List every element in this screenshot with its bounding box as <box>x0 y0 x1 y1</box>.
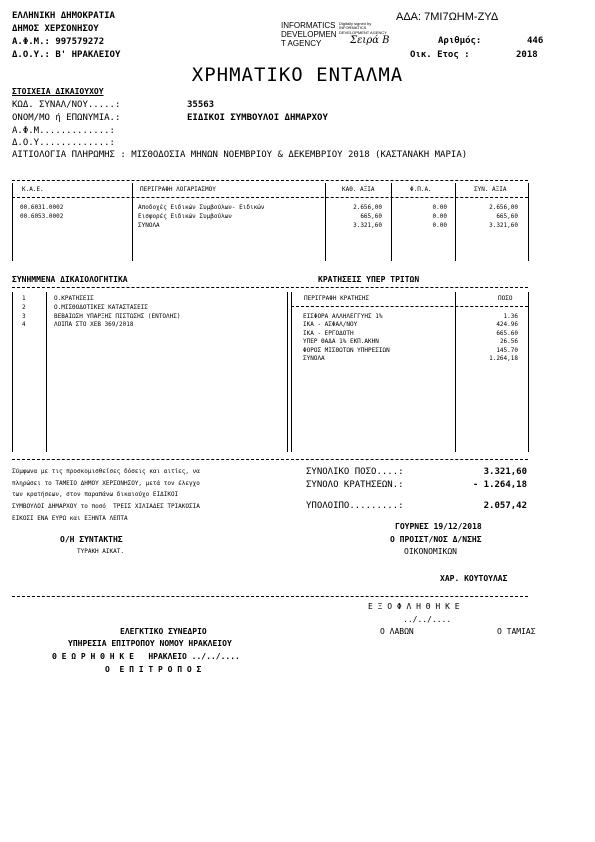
signer-line-1: INFORMATICS <box>281 21 336 30</box>
number-value: 446 <box>527 36 544 46</box>
head-name: ΧΑΡ. ΚΟΥΤΟΥΛΑΣ <box>440 574 508 583</box>
receiver-label: Ο ΛΑΒΩΝ <box>380 627 414 636</box>
withholdings-header-rule <box>291 306 528 307</box>
accounts-header-rule <box>12 197 528 198</box>
audit-commissioner: Ο Ε Π Ι Τ Ρ Ο Π Ο Σ <box>105 665 202 674</box>
payee-name-label: ΟΝΟΜ/ΜΟ ή ΕΠΩΝΥΜΙΑ.: <box>12 113 121 123</box>
paid-date: ../../.... <box>403 615 452 624</box>
accounts-col-line <box>12 183 13 261</box>
docs-col-line <box>287 292 288 452</box>
account-description: Αποδοχές Ειδικών Συμβούλων- Ειδικών <box>138 204 265 211</box>
head-title: Ο ΠΡΟΙΣΤ/ΝΟΣ Δ/ΝΣΗΣ <box>390 535 482 544</box>
attachment-item: ΒΕΒΑΙΩΣΗ ΥΠΑΡΞΗΣ ΠΙΣΤΩΣΗΣ (ΕΝΤΟΛΗΣ) <box>54 313 181 320</box>
attachment-number: 3 <box>22 313 26 320</box>
account-vat: 0.00 <box>432 204 447 211</box>
accounts-totals-vat: 0.00 <box>432 222 447 229</box>
account-vat: 0.00 <box>432 213 447 220</box>
withholding-description: ΙΚΑ - ΑΣΦΑΛ/ΝΟΥ <box>303 321 358 328</box>
accounts-totals-label: ΣΥΝΟΛΑ <box>138 222 160 229</box>
account-kae: 00.6031.0002 <box>20 204 64 211</box>
signer-line-2: DEVELOPMEN <box>281 30 337 39</box>
gross-total-value: 3.321,60 <box>483 467 527 477</box>
withholding-amount: 26.56 <box>499 338 518 345</box>
fiscal-year-value: 2018 <box>516 50 538 60</box>
withholding-amount: 665.60 <box>496 330 518 337</box>
attachment-number: 4 <box>22 321 26 328</box>
accounts-totals-net: 3.321,60 <box>353 222 382 229</box>
withholding-amount: 145.70 <box>496 347 518 354</box>
col-header-kae: Κ.Α.Ε. <box>22 186 44 193</box>
docs-col-line <box>291 292 292 452</box>
deductions-label: ΣΥΝΟΛΟ ΚΡΑΤΗΣΕΩΝ.: <box>306 480 404 490</box>
series-label: Σειρά Β <box>350 35 390 46</box>
payment-reason: ΑΙΤΙΟΛΟΓΙΑ ΠΛΗΡΩΜΗΣ : ΜΙΣΘΟΔΟΣΙΑ ΜΗΝΩΝ ΝΟΕΜΒΡΙΟΥ & ΔΕΚΕΜΒΡΙΟΥ 2018 (ΚΑΣΤΑΝΑΚΗ ΜΑΡΙΑ) <box>12 150 468 160</box>
attachment-item: ΛΟΙΠΑ ΣΤΟ ΧΕΒ 369/2018 <box>54 321 134 328</box>
place-date: ΓΟΥΡΝΕΣ 19/12/2018 <box>395 522 482 531</box>
number-label: Αριθμός: <box>438 36 482 46</box>
accounts-col-line <box>455 183 456 261</box>
payee-name-value: ΕΙΔΙΚΟΙ ΣΥΜΒΟΥΛΟΙ ΔΗΜΑΡΧΟΥ <box>187 113 328 123</box>
net-amount-value: 2.057,42 <box>483 501 527 511</box>
account-net: 665,60 <box>360 213 382 220</box>
composer-title: Ο/Η ΣΥΝΤΑΚΤΗΣ <box>60 535 123 544</box>
org-municipality: ΔΗΜΟΣ ΧΕΡΣΟΝΗΣΟΥ <box>12 24 99 34</box>
account-total: 2.656,00 <box>489 204 518 211</box>
deductions-value: - 1.264,18 <box>472 480 527 490</box>
withholding-description: ΦΟΡΟΣ ΜΙΣΘΩΤΩΝ ΥΠΗΡΕΣΙΩΝ <box>303 347 390 354</box>
signature-rule <box>12 596 528 597</box>
attachment-item: Ο.ΜΙΣΘΟΔΟΤΙΚΕΣ ΚΑΤΑΣΤΑΣΕΙΣ <box>54 304 148 311</box>
accounts-col-line <box>391 183 392 261</box>
col-header-vat: Φ.Π.Α. <box>410 186 432 193</box>
withholdings-col-line <box>455 292 456 452</box>
statement-line: πληρώσει το ΤΑΜΕΙΟ ΔΗΜΟΥ ΧΕΡΣΟΝΗΣΟΥ, μετά τον έλεγχο <box>12 480 200 487</box>
attachments-title: ΣΥΝΗΜΜΕΝΑ ΔΙΚΑΙΟΛΟΓΗΤΙΚΑ <box>12 275 128 284</box>
account-description: Εισφορές Ειδικών Συμβούλων <box>138 213 232 220</box>
accounts-totals-total: 3.321,60 <box>489 222 518 229</box>
payee-section-title: ΣΤΟΙΧΕΙΑ ΔΙΚΑΙΟΥΧΟΥ <box>12 87 104 96</box>
org-country: ΕΛΛΗΝΙΚΗ ΔΗΜΟΚΡΑΤΙΑ <box>12 11 115 21</box>
cashier-label: Ο ΤΑΜΙΑΣ <box>497 627 536 636</box>
withholdings-totals-amount: 1.264,18 <box>489 355 518 362</box>
payee-doy-label: Δ.Ο.Υ.............: <box>12 138 115 148</box>
fiscal-year-label: Οικ. Ετος : <box>410 50 470 60</box>
withholdings-title: ΚΡΑΤΗΣΕΙΣ ΥΠΕΡ ΤΡΙΤΩΝ <box>318 275 420 284</box>
lower-top-rule <box>12 287 528 288</box>
head-department: ΟΙΚΟΝΟΜΙΚΩΝ <box>404 547 457 556</box>
org-doy: Δ.Ο.Υ.: Β' ΗΡΑΚΛΕΙΟΥ <box>12 50 121 60</box>
ada-code: ΑΔΑ: 7ΜΙ7ΩΗΜ-ΖΥΔ <box>396 11 499 23</box>
payee-code-label: ΚΩΔ. ΣΥΝΑΛ/ΝΟΥ.....: <box>12 100 121 110</box>
statement-line: Σύμφωνα με τις προσκομισθείσες δόσεις και αιτίες, να <box>12 468 200 475</box>
col-header-total: ΣΥΝ. ΑΞΙΑ <box>474 186 507 193</box>
account-net: 2.656,00 <box>353 204 382 211</box>
withholding-description: ΙΚΑ - ΕΡΓΟΔΟΤΗ <box>303 330 354 337</box>
col-header-net: ΚΑΘ. ΑΞΙΑ <box>342 186 375 193</box>
paid-label: Ε Ξ Ο Φ Λ Η Θ Η Κ Ε <box>368 602 460 611</box>
account-kae: 00.6053.0002 <box>20 213 64 220</box>
payee-afm-label: Α.Φ.Μ.............: <box>12 126 115 136</box>
org-afm: Α.Φ.Μ.: 997579272 <box>12 37 105 47</box>
statement-top-rule <box>12 459 528 460</box>
account-total: 665,60 <box>496 213 518 220</box>
withholdings-col-line <box>528 292 529 452</box>
audit-office: ΥΠΗΡΕΣΙΑ ΕΠΙΤΡΟΠΟΥ ΝΟΜΟΥ ΗΡΑΚΛΕΙΟΥ <box>68 639 232 648</box>
digital-signature-fine-print: Digitally signed by INFORMATICS DEVELOPMENT AGENCY <box>339 21 387 35</box>
statement-line: ΣΥΜΒΟΥΛΟΙ ΔΗΜΑΡΧΟΥ το ποσό ΤΡΕΙΣ ΧΙΛΙΑΔΕΣ ΤΡΙΑΚΟΣΙΑ <box>12 503 200 510</box>
withholding-amount: 424.96 <box>496 321 518 328</box>
gross-total-label: ΣΥΝΟΛΙΚΟ ΠΟΣΟ....: <box>306 467 404 477</box>
signer-line-3: T AGENCY <box>281 39 322 48</box>
statement-line: των κρατήσεων, στον παραπάνω δικαιούχο ΕΙΔΙΚΟΙ <box>12 491 179 498</box>
accounts-top-rule <box>12 180 528 181</box>
composer-name: ΤΥΡΑΚΗ ΑΙΚΑΤ. <box>77 548 124 555</box>
docs-col-line <box>46 292 47 452</box>
withholdings-totals-label: ΣΥΝΟΛΑ <box>303 355 325 362</box>
accounts-col-line <box>132 183 133 261</box>
audit-court: ΕΛΕΓΚΤΙΚΟ ΣΥΝΕΔΡΙΟ <box>120 627 207 636</box>
attachment-number: 1 <box>22 295 26 302</box>
attachment-item: Ο.ΚΡΑΤΗΣΕΙΣ <box>54 295 94 302</box>
withholdings-col-amount: ΠΟΣΟ <box>498 295 513 302</box>
withholdings-col-description: ΠΕΡΙΓΡΑΦΗ ΚΡΑΤΗΣΗΣ <box>304 295 370 302</box>
accounts-col-line <box>325 183 326 261</box>
statement-line: ΕΙΚΟΣΙ ΕΝΑ ΕΥΡΩ και ΕΞΗΝΤΑ ΛΕΠΤΑ <box>12 515 128 522</box>
attachment-number: 2 <box>22 304 26 311</box>
payee-code-value: 35563 <box>187 100 215 110</box>
withholding-amount: 1.36 <box>503 313 518 320</box>
col-header-description: ΠΕΡΙΓΡΑΦΗ ΛΟΓΑΡΙΑΣΜΟΥ <box>140 186 216 193</box>
audit-approved: Θ Ε Ω Ρ Η Θ Η Κ Ε ΗΡΑΚΛΕΙΟ ../../.... <box>52 652 240 661</box>
accounts-col-line <box>528 183 529 261</box>
docs-col-line <box>12 292 13 452</box>
document-title: ΧΡΗΜΑΤΙΚΟ ΕΝΤΑΛΜΑ <box>191 64 404 86</box>
withholding-description: ΥΠΕΡ ΘΑΔΑ 1% ΕΚΠ.ΑΚΗΝ <box>303 338 379 345</box>
net-amount-label: ΥΠΟΛΟΙΠΟ.........: <box>306 501 404 511</box>
withholding-description: ΕΙΣΦΟΡΑ ΑΛΛΗΛΕΓΓΥΗΣ 1% <box>303 313 383 320</box>
